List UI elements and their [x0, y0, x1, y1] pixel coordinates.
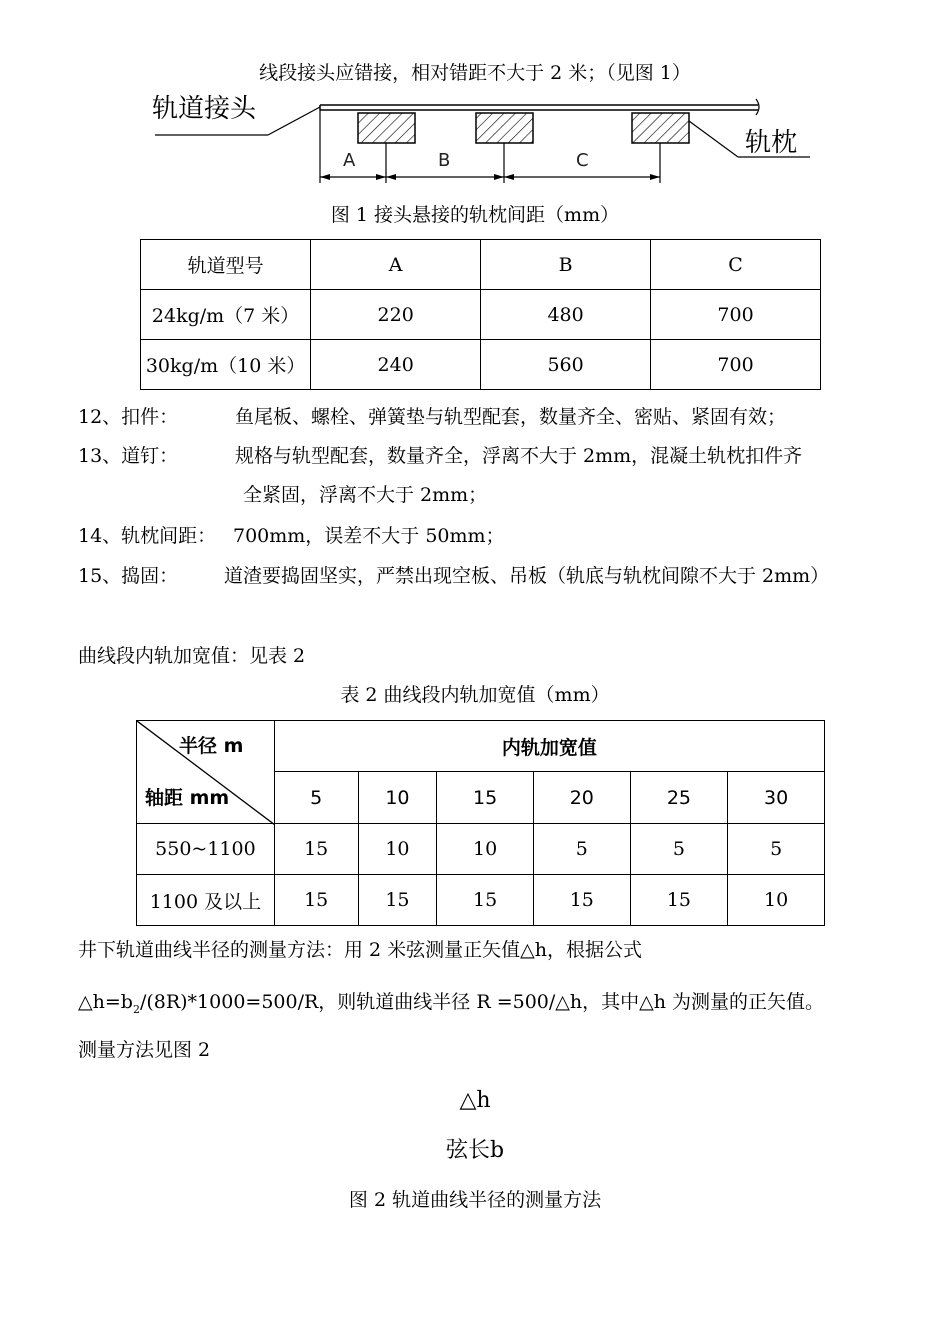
table2-cell: 15 [437, 875, 534, 926]
table1-cell: 480 [481, 290, 651, 340]
method-line-2 [78, 987, 824, 1016]
figure1-diagram [0, 85, 950, 195]
formula-rest: /(8R)*1000=500/R，则轨道曲线半径 R =500/△h，其中△h 为测量的正矢值。 [139, 991, 825, 1013]
figure2-chord-label: 弦长b [445, 1138, 505, 1163]
table2-column-header: 20 [533, 772, 630, 824]
sleeper-2 [476, 113, 533, 143]
table1-cell: 240 [311, 340, 481, 390]
item-14-text: 700mm，误差不大于 50mm； [233, 525, 505, 547]
sleeper-3 [632, 113, 689, 143]
formula-subscript: 2 [132, 1002, 140, 1016]
table2-cell: 10 [437, 824, 534, 875]
table2-group-header: 内轨加宽值 [274, 721, 824, 772]
table1 [140, 239, 821, 390]
item-14-number: 14、轨枕间距： [78, 525, 217, 547]
curve-intro: 曲线段内轨加宽值：见表 2 [78, 645, 306, 667]
dim-label-c: C [576, 150, 589, 171]
table2-caption: 表 2 曲线段内轨加宽值（mm） [340, 684, 610, 706]
table2 [136, 720, 825, 926]
table-row [137, 824, 825, 875]
table1-header-cell: 轨道型号 [141, 240, 311, 290]
table2-column-header: 15 [437, 772, 534, 824]
table-row [137, 721, 825, 772]
table2-cell: 10 [728, 875, 825, 926]
table2-cell: 5 [533, 824, 630, 875]
table2-cell: 15 [358, 875, 437, 926]
table2-cell: 5 [630, 824, 728, 875]
table1-cell: 560 [481, 340, 651, 390]
table1-header-cell: C [651, 240, 821, 290]
item-12-number: 12、扣件： [78, 406, 179, 428]
formula-start: △h=b [78, 991, 133, 1013]
table1-header-cell: B [481, 240, 651, 290]
table2-cell: 15 [533, 875, 630, 926]
table-row [141, 340, 821, 390]
item-15-text: 道渣要捣固坚实，严禁出现空板、吊板（轨底与轨枕间隙不大于 2mm） [224, 565, 830, 587]
table2-row-label: 1100 及以上 [137, 875, 275, 926]
table2-column-header: 5 [274, 772, 358, 824]
label-sleeper: 轨枕 [745, 128, 798, 158]
table1-cell: 700 [651, 340, 821, 390]
table-row [141, 240, 821, 290]
table2-column-header: 10 [358, 772, 437, 824]
table2-row-label: 550~1100 [137, 824, 275, 875]
table-row [141, 290, 821, 340]
table1-cell: 220 [311, 290, 481, 340]
item-13-text: 规格与轨型配套，数量齐全，浮离不大于 2mm，混凝土轨枕扣件齐 [235, 445, 803, 467]
item-13-continuation: 全紧固，浮离不大于 2mm； [243, 484, 488, 506]
table1-cell: 700 [651, 290, 821, 340]
table2-corner-cell [137, 721, 275, 824]
table2-cell: 10 [358, 824, 437, 875]
dim-label-b: B [438, 150, 451, 171]
table2-cell: 15 [274, 875, 358, 926]
table2-column-header: 25 [630, 772, 728, 824]
item-12-text: 鱼尾板、螺栓、弹簧垫与轨型配套，数量齐全、密贴、紧固有效； [235, 406, 787, 428]
label-rail-joint: 轨道接头 [152, 94, 257, 124]
table2-cell: 15 [630, 875, 728, 926]
table2-cell: 5 [728, 824, 825, 875]
table1-header-cell: A [311, 240, 481, 290]
corner-label-radius: 半径 m [179, 735, 244, 757]
method-line-3: 测量方法见图 2 [78, 1039, 211, 1061]
table1-cell: 30kg/m（10 米） [141, 340, 311, 390]
table-row [137, 875, 825, 926]
table2-cell: 15 [274, 824, 358, 875]
corner-label-wheelbase: 轴距 mm [145, 787, 230, 809]
table1-cell: 24kg/m（7 米） [141, 290, 311, 340]
table2-column-header: 30 [728, 772, 825, 824]
dim-label-a: A [343, 150, 356, 171]
intro-line: 线段接头应错接，相对错距不大于 2 米；（见图 1） [259, 62, 691, 84]
sleeper-1 [358, 113, 415, 143]
item-15-number: 15、捣固： [78, 565, 179, 587]
method-line-1: 井下轨道曲线半径的测量方法：用 2 米弦测量正矢值△h，根据公式 [78, 939, 643, 961]
figure2-caption: 图 2 轨道曲线半径的测量方法 [348, 1189, 602, 1211]
figure1-caption: 图 1 接头悬接的轨枕间距（mm） [330, 204, 620, 226]
figure2-delta-h: △h [459, 1088, 491, 1113]
item-13-number: 13、道钉： [78, 445, 179, 467]
